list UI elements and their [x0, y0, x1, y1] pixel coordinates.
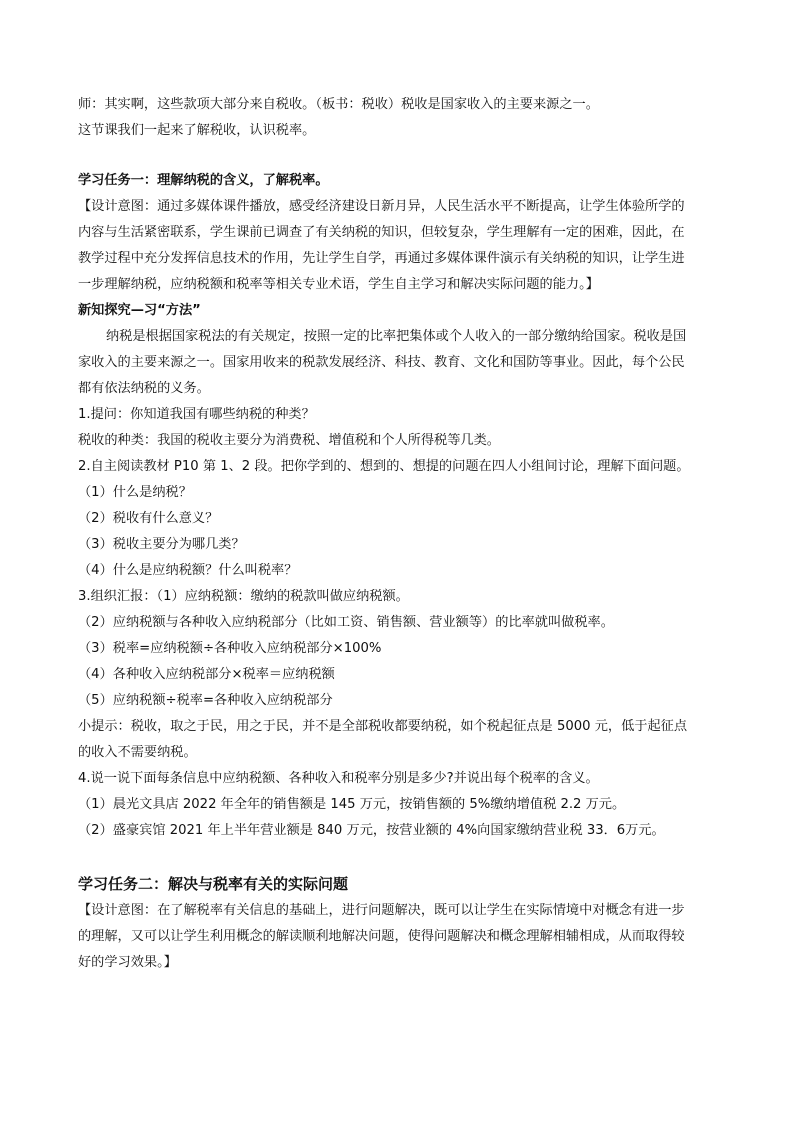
question-2-item: （1）什么是纳税？ — [78, 485, 192, 500]
report-item: （5）应纳税额÷税率=各种收入应纳税部分 — [78, 693, 333, 708]
task1-design-intent-line: 一步理解纳税，应纳税额和税率等相关专业术语，学生自主学习和解决实际问题的能力。】 — [78, 277, 599, 292]
question-2: 2.自主阅读教材 P10 第 1、2 段。把你学到的、想到的、想提的问题在四人小组间讨论，理解下面问题。 — [78, 459, 690, 474]
task1-title: 学习任务一：理解纳税的含义，了解税率。 — [78, 173, 329, 188]
question-2-item: （4）什么是应纳税额？什么叫税率？ — [78, 563, 298, 578]
task2-design-intent-line: 【设计意图：在了解税率有关信息的基础上，进行问题解决，既可以让学生在实际情境中对概念有进一步 — [78, 903, 685, 918]
report-item: （3）税率=应纳税额÷各种收入应纳税部分×100% — [78, 641, 382, 656]
question-1: 1.提问：你知道我国有哪些纳税的种类？ — [78, 407, 315, 422]
tip-line: 小提示：税收，取之于民，用之于民，并不是全部税收都要纳税，如个税起征点是 5000 元，低于起征点 — [78, 719, 688, 734]
question-4: 4.说一说下面每条信息中应纳税额、各种收入和税率分别是多少?并说出每个税率的含义。 — [78, 771, 599, 786]
intro-line-1: 师：其实啊，这些款项大部分来自税收。（板书：税收）税收是国家收入的主要来源之一。 — [78, 97, 599, 112]
task1-paragraph-line: 都有依法纳税的义务。 — [78, 381, 210, 396]
question-2-item: （3）税收主要分为哪几类？ — [78, 537, 245, 552]
report-heading: 3.组织汇报：（1）应纳税额：缴纳的税款叫做应纳税额。 — [78, 589, 409, 604]
question-2-item: （2）税收有什么意义？ — [78, 511, 219, 526]
task1-design-intent-line: 【设计意图：通过多媒体课件播放，感受经济建设日新月异，人民生活水平不断提高，让学生体验所学的 — [78, 199, 685, 214]
task1-design-intent-line: 教学过程中充分发挥信息技术的作用，先让学生自学，再通过多媒体课件演示有关纳税的知识，让学生进 — [78, 251, 685, 266]
task2-title: 学习任务二：解决与税率有关的实际问题 — [78, 875, 349, 893]
task1-paragraph-line: 家收入的主要来源之一。国家用收来的税款发展经济、科技、教育、文化和国防等事业。因此，每个公民 — [78, 355, 685, 370]
question-1-answer: 税收的种类：我国的税收主要分为消费税、增值税和个人所得税等几类。 — [78, 433, 500, 448]
task1-paragraph-line: 纳税是根据国家税法的有关规定，按照一定的比率把集体或个人收入的一部分缴纳给国家。税收是国 — [106, 329, 687, 344]
spacer — [78, 844, 718, 870]
spacer — [78, 144, 718, 168]
task1-subheading: 新知探究—习“方法” — [78, 303, 201, 318]
task2-design-intent-line: 好的学习效果。】 — [78, 955, 177, 970]
task1-design-intent-line: 内容与生活紧密联系，学生课前已调查了有关纳税的知识，但较复杂，学生理解有一定的困难，因此，在 — [78, 225, 685, 240]
intro-line-2: 这节课我们一起来了解税收，认识税率。 — [78, 123, 316, 138]
document-page — [78, 92, 718, 976]
question-4-item: （1）晨光文具店 2022 年全年的销售额是 145 万元，按销售额的 5%缴纳增值税 2.2 万元。 — [78, 797, 626, 812]
report-item: （4）各种收入应纳税部分×税率＝应纳税额 — [78, 667, 335, 682]
tip-line: 的收入不需要纳税。 — [78, 745, 197, 760]
question-4-item: （2）盛豪宾馆 2021 年上半年营业额是 840 万元，按营业额的 4%向国家缴纳营业税 33．6万元。 — [78, 823, 665, 838]
task2-design-intent-line: 的理解，又可以让学生利用概念的解读顺利地解决问题，使得问题解决和概念理解相辅相成，从而取得较 — [78, 929, 685, 944]
report-item: （2）应纳税额与各种收入应纳税部分（比如工资、销售额、营业额等）的比率就叫做税率。 — [78, 615, 614, 630]
